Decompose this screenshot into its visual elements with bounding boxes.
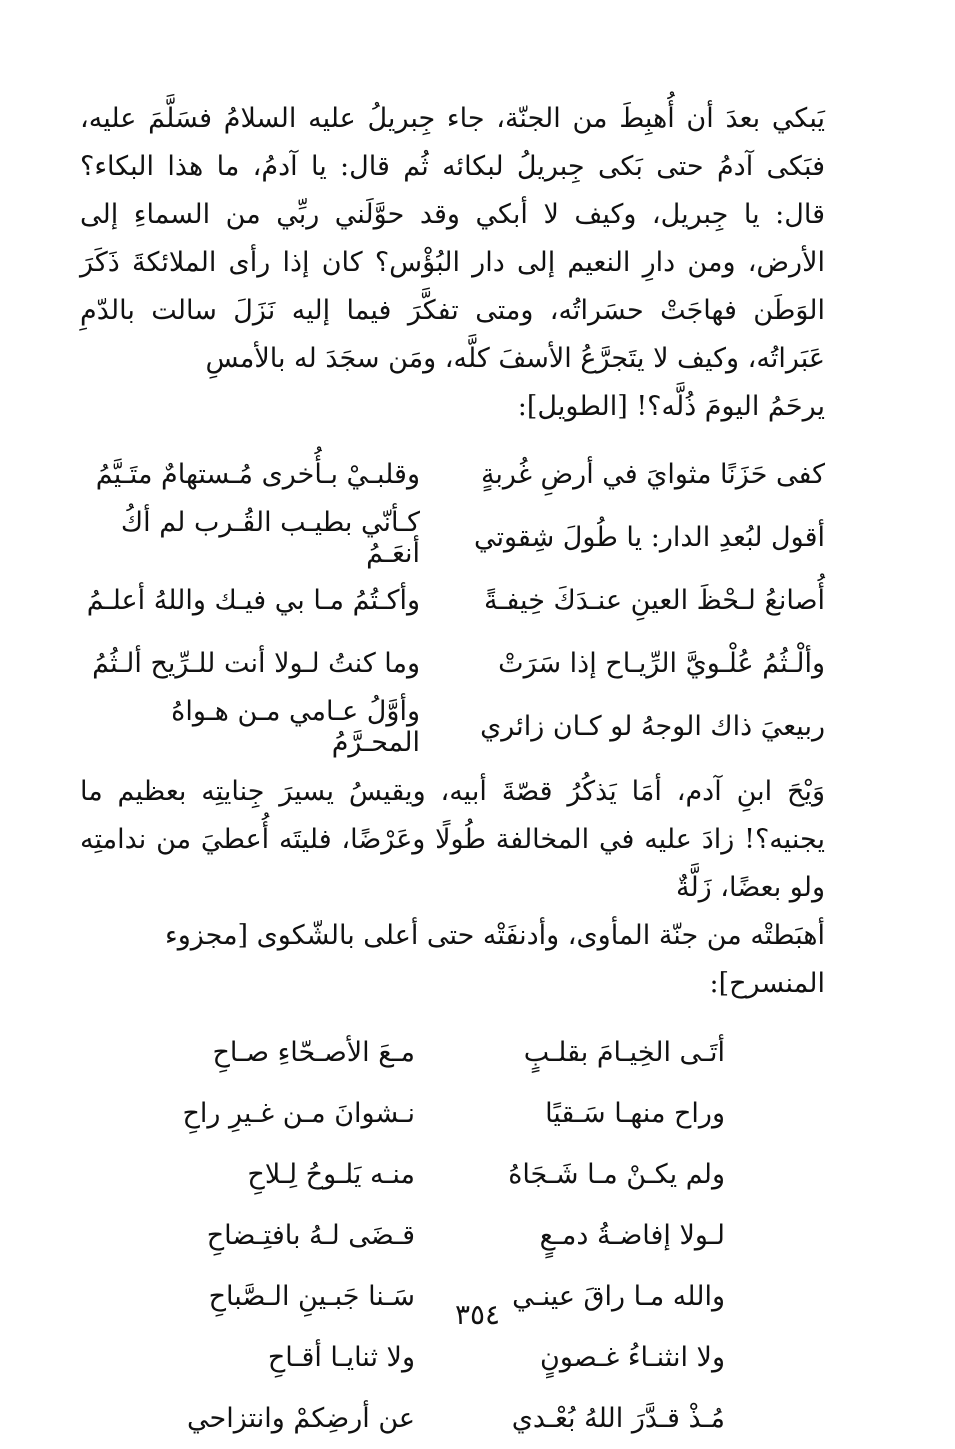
paragraph-line: سالت بالدّمِ عَبَراتُه، وكيف لا يتَجرَّعُ الأسفَ كلَّه، ومَن سجَدَ له بالأمسِ — [80, 295, 825, 374]
verse-row — [80, 1388, 825, 1449]
paragraph-line: كان إذا رأى الملائكةَ ذَكَرَ الوَطَن فهاجَتْ حسَراتُه، ومتى تفكَّرَ فيما إليه نَزَلَ — [80, 247, 825, 326]
verse-row — [80, 1022, 825, 1083]
verse-first-hemistich: ولم يكـنْ مـا شَـجَاهُ — [508, 1159, 725, 1190]
verse-first-hemistich: أُصانعُ لـحْظَ العينِ عنـدَكَ خِيفـةً — [484, 585, 825, 616]
verse-second-hemistich: منـه يَلـوحُ لِـلاحِ — [247, 1159, 415, 1190]
verse-second-hemistich: كـأنّي بطيـب القُـرب لم أكُ أنعَـمُ — [120, 506, 420, 569]
verse-second-hemistich: وأوَّلُ عـامي مـن هـواهُ المحـرَّمُ — [171, 695, 420, 758]
verse-second-hemistich: وأكـتُمُ مـا بي فيـك واللهُ أعلـمُ — [86, 585, 420, 616]
verse-first-hemistich: والله مـا راقَ عينـي — [512, 1281, 725, 1312]
verse-second-hemistich: ولا ثنايـا أقـاحِ — [267, 1342, 415, 1373]
verse-row — [80, 1205, 825, 1266]
verse-first-hemistich: أقول لبُعدِ الدار: يا طُولَ شِقوتي — [473, 522, 825, 553]
poem-munsarih — [80, 1022, 825, 1449]
verse-row — [80, 1327, 825, 1388]
verse-first-hemistich: وألْـثُمُ عُلْـويَّ الرِّيـاح إذا سَرَتْ — [498, 648, 825, 679]
paragraph-2 — [80, 768, 825, 1008]
verse-second-hemistich: وما كنتُ لـولا أنت للـرِّيح ألـثُمُ — [92, 648, 420, 679]
poem-tawil — [80, 443, 825, 758]
verse-row — [80, 443, 825, 506]
paragraph-line: زادَ عليه في المخالفة طُولًا وعَرْضًا، فليتَه أُعطيَ من ندامتِه ولو بعضًا، زَلَّةٌ — [80, 824, 825, 903]
verse-row — [80, 695, 825, 758]
verse-second-hemistich: عن أرضِكمْ وانتزاحي — [187, 1403, 415, 1434]
verse-first-hemistich: وراح منهـا سَـقيًا — [545, 1098, 725, 1129]
paragraph-line: يرحَمُ اليومَ ذُلَّه؟! [الطويل]: — [517, 391, 825, 422]
verse-first-hemistich: أتَـى الخِيـامَ بقلـبٍ — [523, 1037, 725, 1068]
page-body — [80, 95, 825, 1449]
verse-first-hemistich: ولا انثنـاءُ غـصونٍ — [540, 1342, 725, 1373]
verse-first-hemistich: كفى حَزَنًا مثوايَ في أرضِ غُربةٍ — [480, 459, 825, 490]
verse-second-hemistich: قـضَى لـهُ بافتِـضاحِ — [206, 1220, 415, 1251]
verse-second-hemistich: مـعَ الأصـحّاءِ صـاحِ — [212, 1037, 415, 1068]
verse-second-hemistich: وقلبـيْ بـأُخرى مُـستهامٌ متَـيَّمُ — [95, 459, 420, 490]
page-number: ٣٥٤ — [454, 1298, 501, 1331]
verse-row — [80, 632, 825, 695]
verse-first-hemistich: مُـذْ قـدَّرَ اللهُ بُعْـدي — [511, 1403, 725, 1434]
verse-first-hemistich: لـولا إفاضـةُ دمـعٍ — [539, 1220, 725, 1251]
verse-row — [80, 1083, 825, 1144]
paragraph-line: يَبكي بعدَ أن أُهبِطَ من الجنّة، جاء جِبريلُ عليه السلامُ فسَلَّمَ عليه، فبَكى آدمُ — [80, 103, 826, 182]
paragraph-1 — [80, 95, 825, 431]
verse-row — [80, 506, 825, 569]
paragraph-line: أهبَطتْه من جنّة المأوى، وأدنفَتْه حتى أعلى بالشّكوى [مجزوء المنسرح]: — [165, 920, 825, 999]
paragraph-line: حتى بَكى جِبريلُ لبكائه ثُم قال: يا آدمُ، ما هذا البكاء؟ قال: يا جِبريل، وكيف — [80, 151, 825, 230]
verse-first-hemistich: ربيعيَ ذاك الوجهُ لو كـان زائري — [480, 711, 825, 742]
verse-row — [80, 1144, 825, 1205]
paragraph-line: لا أبكي وقد حوَّلَني ربِّي من السماءِ إلى الأرض، ومن دارِ النعيم إلى دار البُؤْس؟ — [80, 199, 825, 278]
paragraph-line: وَيْحَ ابنِ آدم، أمَا يَذكُرُ قصّةَ أبيه، ويقيسُ يسيرَ جِنايتِه بعظيم ما يجنيه؟! — [80, 776, 825, 855]
verse-second-hemistich: نـشوانَ مـن غـيرِ راحِ — [182, 1098, 415, 1129]
verse-second-hemistich: سَـنا جَبـينِ الـصَّباحِ — [208, 1281, 415, 1312]
verse-row — [80, 569, 825, 632]
